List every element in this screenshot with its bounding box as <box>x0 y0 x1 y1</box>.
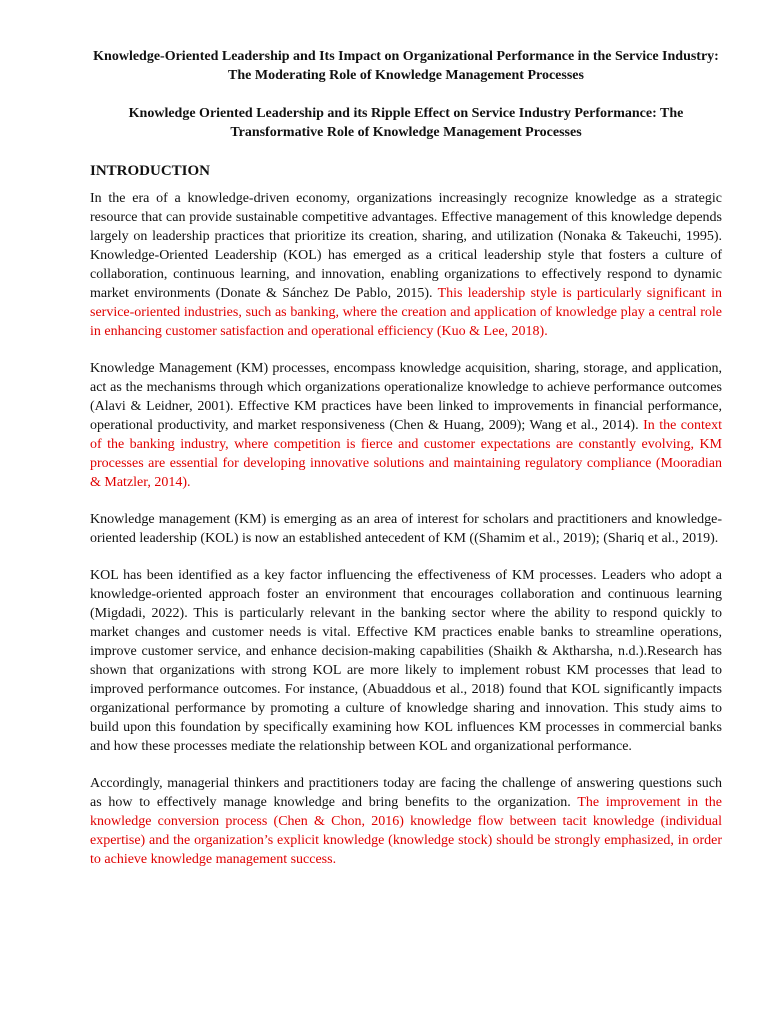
paragraph-2-highlight: In the context of the banking industry, where competition is fierce and customer expectations are constantly evolving, KM processes are essential for developing innovative solutions and maintaining regulatory compliance (Mooradian & Matzler, 2014). <box>90 418 722 490</box>
paragraph-5 <box>90 774 722 869</box>
paragraph-4: KOL has been identified as a key factor influencing the effectiveness of KM processes. Leaders who adopt a knowledge-oriented approach foster an environment that encourages collaboration and continuous learning (Migdadi, 2022). This is particularly relevant in the banking sector where the ability to respond quickly to market changes and customer needs is vital. Effective KM practices enable banks to streamline operations, improve customer service, and enhance decision-making capabilities (Shaikh & Aktharsha, n.d.).Research has shown that organizations with strong KOL are more likely to implement robust KM processes that lead to improved performance outcomes. For instance, (Abuaddous et al., 2018) found that KOL significantly impacts organizational performance by promoting a culture of knowledge sharing and innovation. This study aims to build upon this foundation by specifically examining how KOL influences KM processes in commercial banks and how these processes mediate the relationship between KOL and organizational performance. <box>90 568 722 754</box>
document-title-alternate: Knowledge Oriented Leadership and its Ripple Effect on Service Industry Performance: The Transformative Role of Knowledge Management Processes <box>128 106 684 140</box>
paragraph-2 <box>90 359 722 492</box>
paragraph-5-highlight: The improvement in the knowledge conversion process (Chen & Chon, 2016) knowledge flow between tacit knowledge (individual expertise) and the organization’s explicit knowledge (knowledge stock) should be strongly emphasized, in order to achieve knowledge management success. <box>90 795 722 867</box>
paragraph-3: Knowledge management (KM) is emerging as an area of interest for scholars and practitioners and knowledge-oriented leadership (KOL) is now an established antecedent of KM ((Shamim et al., 2019); (Shariq et al., 2019). <box>90 512 722 546</box>
paragraph-5-text: Accordingly, managerial thinkers and practitioners today are facing the challenge of answering questions such as how to effectively manage knowledge and bring benefits to the organization. <box>90 776 722 810</box>
paragraph-1-highlight: This leadership style is particularly significant in service-oriented industries, such as banking, where the creation and application of knowledge play a central role in enhancing customer satisfaction and operational efficiency (Kuo & Lee, 2018). <box>90 286 722 339</box>
paragraph-1 <box>90 189 722 341</box>
section-heading-introduction: INTRODUCTION <box>90 163 211 179</box>
paragraph-2-text: Knowledge Management (KM) processes, encompass knowledge acquisition, sharing, storage, and application, act as the mechanisms through which organizations operationalize knowledge to achieve performance outcomes (Alavi & Leidner, 2001). Effective KM practices have been linked to improvements in financial performance, operational productivity, and market responsiveness (Chen & Huang, 2009); Wang et al., 2014). <box>90 361 722 433</box>
paragraph-1-text: In the era of a knowledge-driven economy, organizations increasingly recognize knowledge as a strategic resource that can provide sustainable competitive advantages. Effective management of this knowledge depends largely on leadership practices that prioritize its creation, sharing, and utilization (Nonaka & Takeuchi, 1995). Knowledge-Oriented Leadership (KOL) has emerged as a critical leadership style that fosters a culture of collaboration, continuous learning, and innovation, enabling organizations to effectively respond to dynamic market environments (Donate & Sánchez De Pablo, 2015). <box>90 191 722 301</box>
document-title-primary: Knowledge-Oriented Leadership and Its Impact on Organizational Performance in the Service Industry: The Moderating Role of Knowledge Management Processes <box>93 49 719 83</box>
